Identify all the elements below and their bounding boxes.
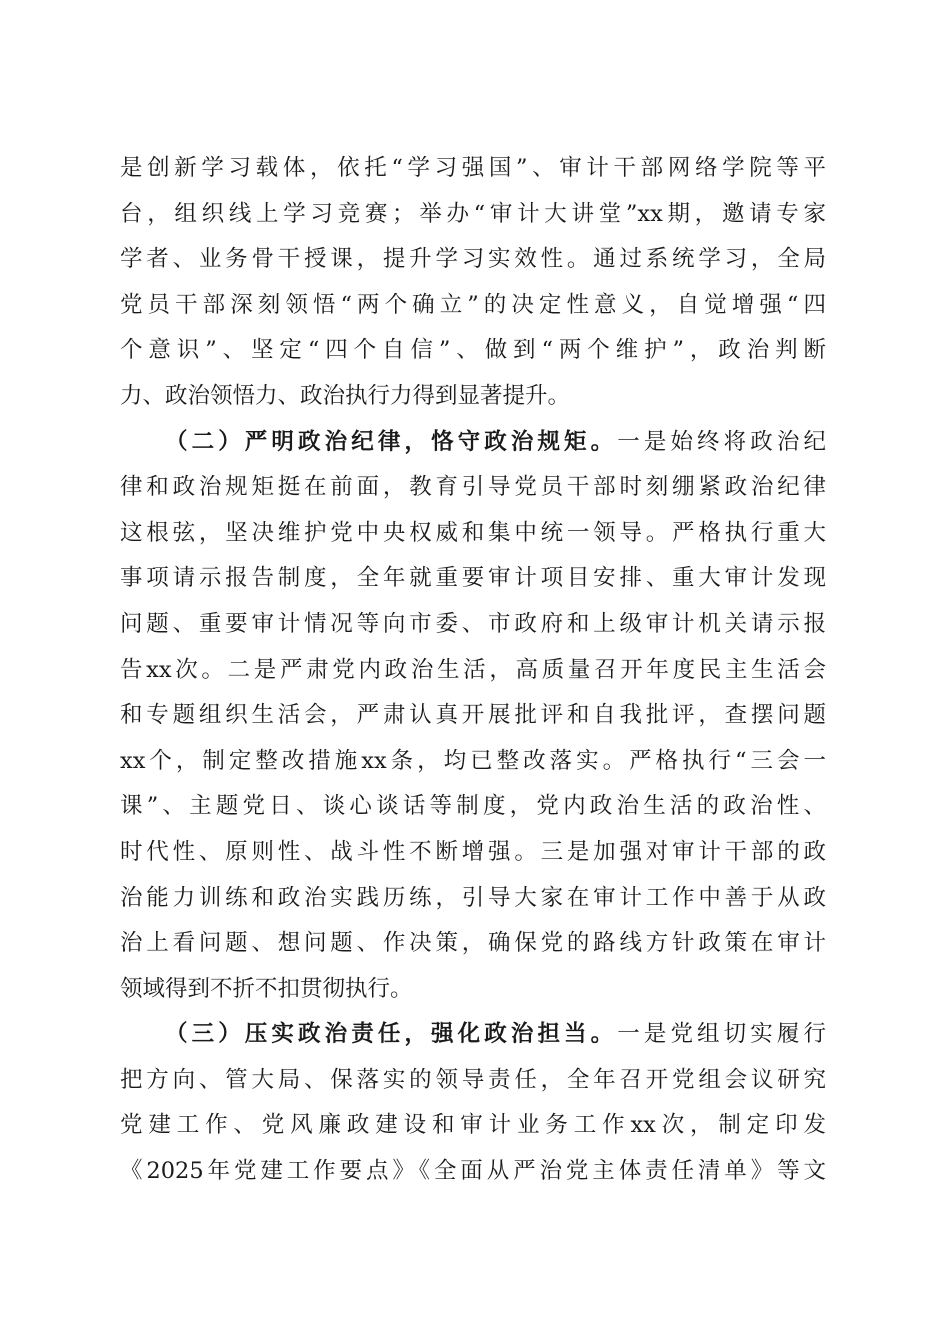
body-text: 一是党组切实履行 bbox=[617, 1021, 826, 1048]
body-line: 《2025年党建工作要点》《全面从严治党主体责任清单》等文 bbox=[120, 1158, 826, 1185]
section-heading: （三）压实政治责任，强化政治担当。 bbox=[165, 1021, 618, 1048]
body-line: 个意识”、坚定“四个自信”、做到“两个维护”，政治判断 bbox=[120, 337, 826, 364]
body-line: 时代性、原则性、战斗性不断增强。三是加强对审计干部的政 bbox=[120, 838, 826, 865]
body-text: 一是始终将政治纪 bbox=[617, 428, 826, 455]
body-line: 台，组织线上学习竞赛；举办“审计大讲堂”xx期，邀请专家 bbox=[120, 200, 826, 227]
body-line: 领域得到不折不扣贯彻执行。 bbox=[120, 975, 413, 1002]
body-line: 律和政治规矩挺在前面，教育引导党员干部时刻绷紧政治纪律 bbox=[120, 474, 826, 501]
body-line: 课”、主题党日、谈心谈话等制度，党内政治生活的政治性、 bbox=[120, 793, 826, 820]
body-line: 和专题组织生活会，严肃认真开展批评和自我批评，查摆问题 bbox=[120, 702, 826, 729]
body-line: 是创新学习载体，依托“学习强国”、审计干部网络学院等平 bbox=[120, 155, 826, 181]
body-line: xx个，制定整改措施xx条，均已整改落实。严格执行“三会一 bbox=[120, 747, 826, 774]
body-line: 这根弦，坚决维护党中央权威和集中统一领导。严格执行重大 bbox=[120, 519, 826, 546]
body-line: 把方向、管大局、保落实的领导责任，全年召开党组会议研究 bbox=[120, 1066, 826, 1093]
body-line: 学者、业务骨干授课，提升学习实效性。通过系统学习，全局 bbox=[120, 246, 826, 273]
body-line: 问题、重要审计情况等向市委、市政府和上级审计机关请示报 bbox=[120, 610, 826, 637]
body-line: 治能力训练和政治实践历练，引导大家在审计工作中善于从政 bbox=[120, 884, 826, 911]
body-line: 力、政治领悟力、政治执行力得到显著提升。 bbox=[120, 382, 571, 409]
body-line: 治上看问题、想问题、作决策，确保党的路线方针政策在审计 bbox=[120, 930, 826, 957]
section-heading: （二）严明政治纪律，恪守政治规矩。 bbox=[165, 428, 618, 455]
section-first-line bbox=[120, 420, 826, 466]
body-line: 告xx次。二是严肃党内政治生活，高质量召开年度民主生活会 bbox=[120, 656, 826, 683]
body-line: 事项请示报告制度，全年就重要审计项目安排、重大审计发现 bbox=[120, 565, 826, 592]
body-line: 党建工作、党风廉政建设和审计业务工作xx次，制定印发 bbox=[120, 1112, 826, 1139]
document-body bbox=[120, 146, 826, 1195]
body-line: 党员干部深刻领悟“两个确立”的决定性意义，自觉增强“四 bbox=[120, 291, 826, 318]
section-first-line bbox=[120, 1012, 826, 1058]
